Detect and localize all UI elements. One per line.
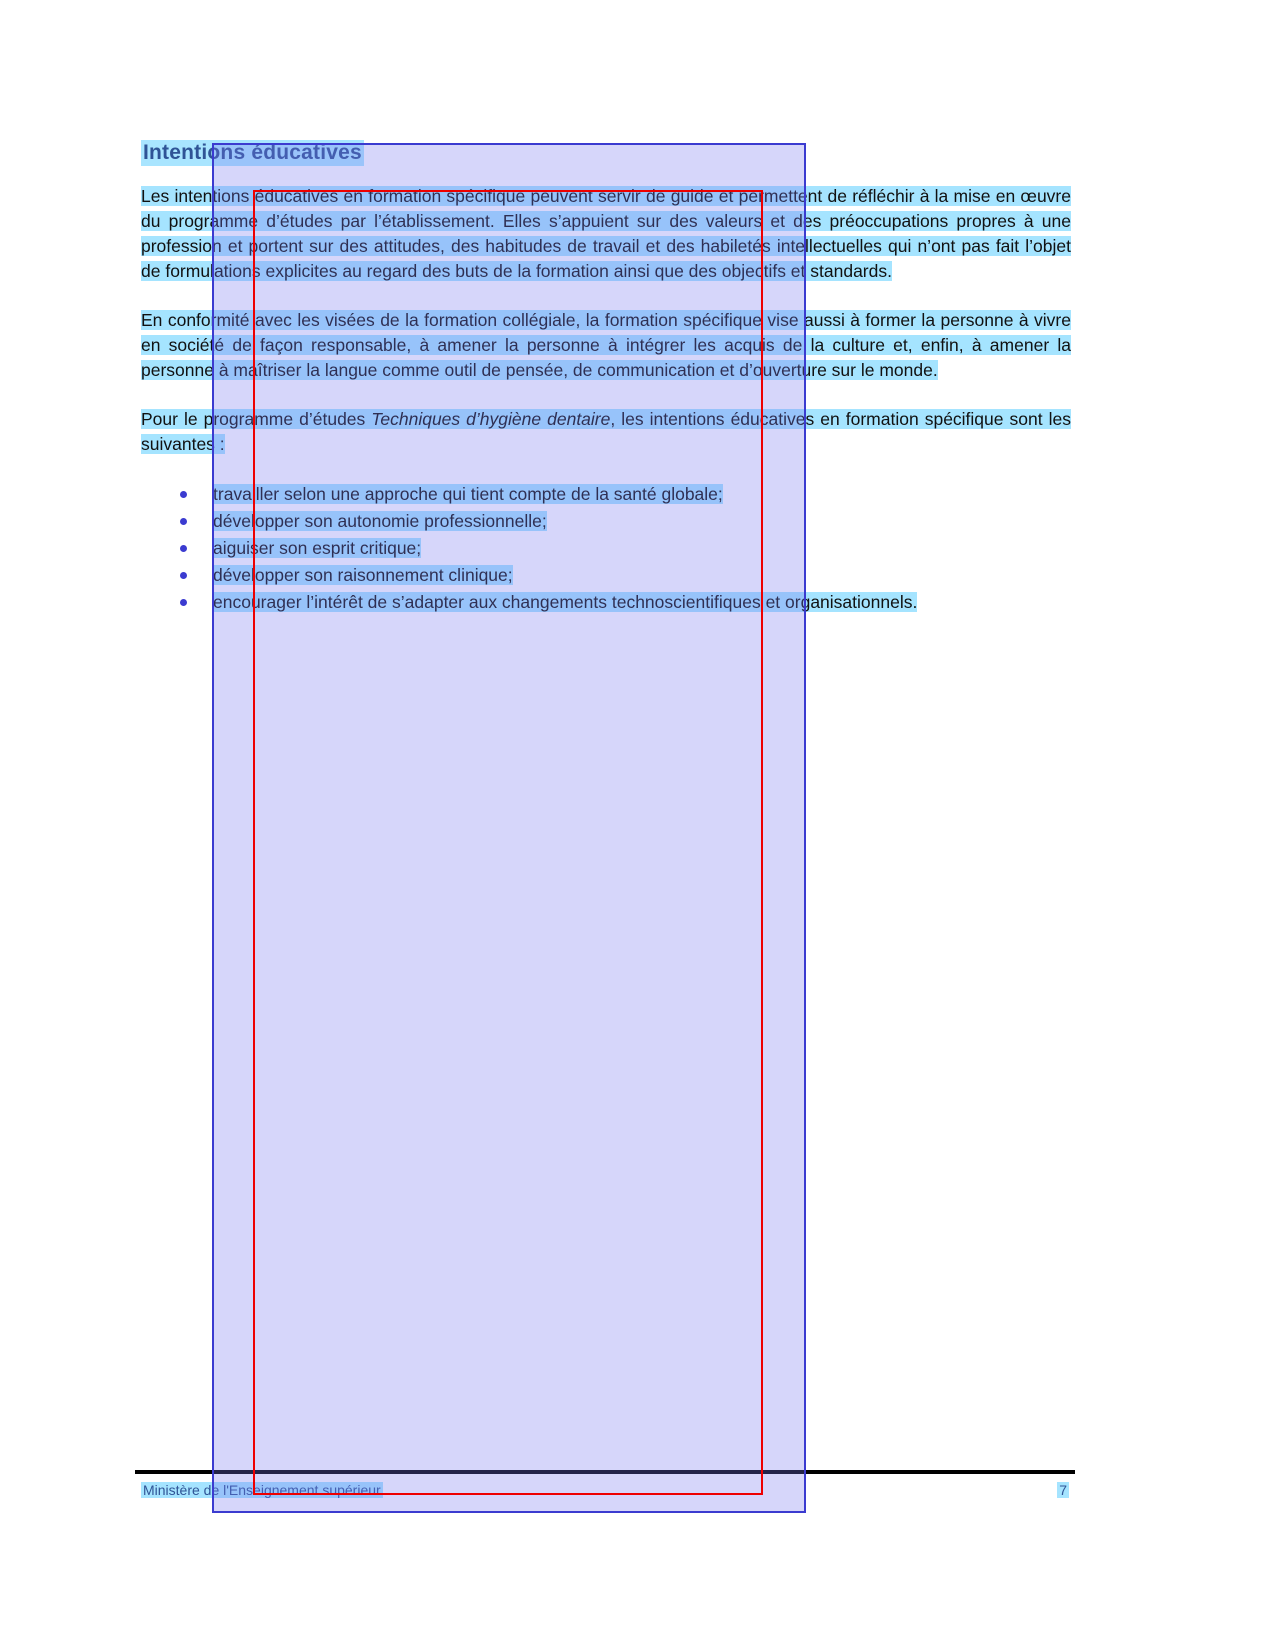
bullet-icon [180,599,187,606]
bullet-icon [180,491,187,498]
paragraph-1 [141,184,1071,284]
list-item-label: encourager l’intérêt de s’adapter aux changements technoscientifiques et organisationnels. [213,592,918,612]
intentions-list [141,481,1071,615]
paragraph-2-text: En conformité avec les visées de la formation collégiale, la formation spécifique vise aussi à former la personne à vivre en société de façon responsable, à amener la personne à intégrer les acquis de la culture et, enfin, à amener la personne à maîtriser la langue comme outil de pensée, de communication et d’ouverture sur le monde. [141,310,1071,380]
program-name: Techniques d’hygiène dentaire [371,409,611,429]
paragraph-1-text: Les intentions éducatives en formation spécifique peuvent servir de guide et permettent de réfléchir à la mise en œuvre du programme d’études par l’établissement. Elles s’appuient sur des valeurs et des préoccupations propres à une profession et portent sur des attitudes, des habitudes de travail et des habiletés intellectuelles qui n’ont pas fait l’objet de formulations explicites au regard des buts de la formation ainsi que des objectifs et standards. [141,186,1071,281]
footer-page-number: 7 [1059,1482,1067,1498]
paragraph-intro [141,407,1071,457]
list-item [141,589,1071,615]
footer-divider [135,1470,1075,1474]
list-item-label: développer son raisonnement clinique; [213,565,513,585]
page-footer [141,1482,1069,1498]
page-title: Intentions éducatives [143,141,362,164]
document-content [141,140,1071,616]
intro-after-italic: , les intentions éducatives en formation spécifique sont les suivantes : [141,409,1071,454]
footer-publisher: Ministère de l'Enseignement supérieur [143,1482,381,1498]
bullet-icon [180,572,187,579]
bullet-icon [180,518,187,525]
list-item [141,535,1071,561]
list-item-label: aiguiser son esprit critique; [213,538,422,558]
list-item [141,508,1071,534]
list-item [141,562,1071,588]
list-item-label: développer son autonomie professionnelle; [213,511,547,531]
intro-before-italic: Pour le programme d’études [141,409,372,429]
paragraph-2 [141,308,1071,383]
bullet-icon [180,545,187,552]
list-item [141,481,1071,507]
list-item-label: travailler selon une approche qui tient compte de la santé globale; [213,484,723,504]
